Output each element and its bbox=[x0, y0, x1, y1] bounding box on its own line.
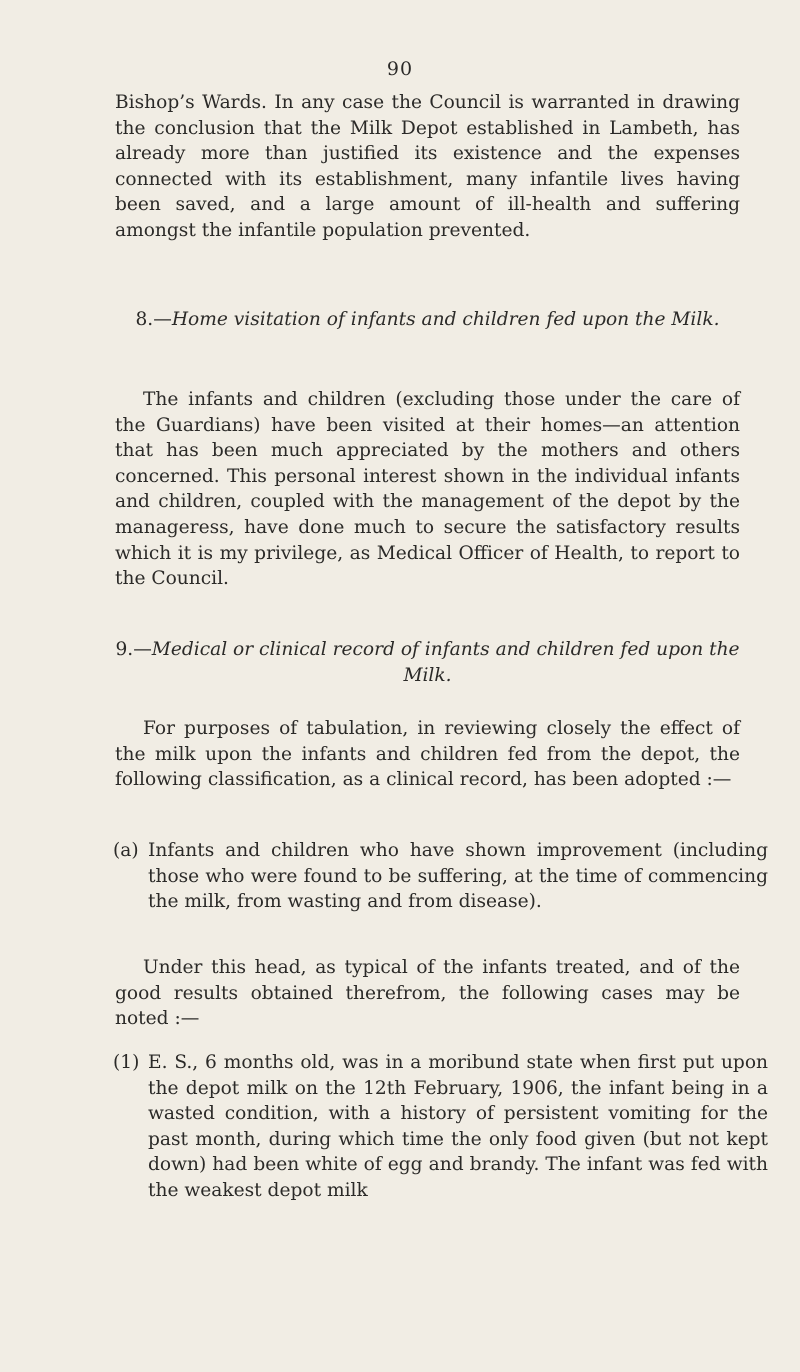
case-1-text: E. S., 6 months old, was in a moribund state when first put upon the depot milk on the 12th February, 1906, the infant being in a wasted condition, with a history of persistent vomiting for the past month, during which time the only food given (but not kept down) had been white of egg and brandy. The infant was fed with the weakest depot milk bbox=[148, 1052, 768, 1201]
list-item-a-text: Infants and children who have shown improvement (including those who were found to be suffering, at the time of commencing the milk, from wasting and from disease). bbox=[148, 840, 768, 913]
under-head-paragraph: Under this head, as typical of the infants treated, and of the good results obtained therefrom, the following cases may be noted :— bbox=[115, 957, 740, 1030]
list-item-a bbox=[113, 838, 768, 915]
section-9-title: Medical or clinical record of infants and children fed upon the Milk. bbox=[151, 639, 740, 686]
case-1-marker: (1) bbox=[113, 1052, 140, 1073]
section-8-title: Home visitation of infants and children fed upon the Milk. bbox=[171, 309, 720, 330]
page-number: 90 bbox=[386, 58, 414, 80]
case-1-item bbox=[113, 1050, 768, 1204]
intro-paragraph: Bishop’s Wards. In any case the Council is warranted in drawing the conclusion that the Milk Depot established in Lambeth, has already more than justified its existence and the expenses connected with its establishment, many infantile lives having been saved, and a large amount of ill-health and suffering amongst the infantile population prevented. bbox=[115, 92, 740, 241]
section-8-heading bbox=[115, 307, 740, 333]
section-8-number: 8.— bbox=[135, 309, 172, 330]
list-item-a-marker: (a) bbox=[113, 840, 139, 861]
section-9-number: 9.— bbox=[115, 639, 152, 660]
section-9-heading bbox=[115, 637, 740, 689]
section-9-paragraph: For purposes of tabulation, in reviewing closely the effect of the milk upon the infants and children fed from the depot, the following classification, as a clinical record, has been adopted :— bbox=[115, 718, 740, 791]
section-8-paragraph: The infants and children (excluding those under the care of the Guardians) have been visited at their homes—an attention that has been much appreciated by the mothers and others concerned. This personal interest shown in the individual infants and children, coupled with the management of the depot by the manageress, have done much to secure the satisfactory results which it is my privilege, as Medical Officer of Health, to report to the Council. bbox=[115, 389, 740, 590]
